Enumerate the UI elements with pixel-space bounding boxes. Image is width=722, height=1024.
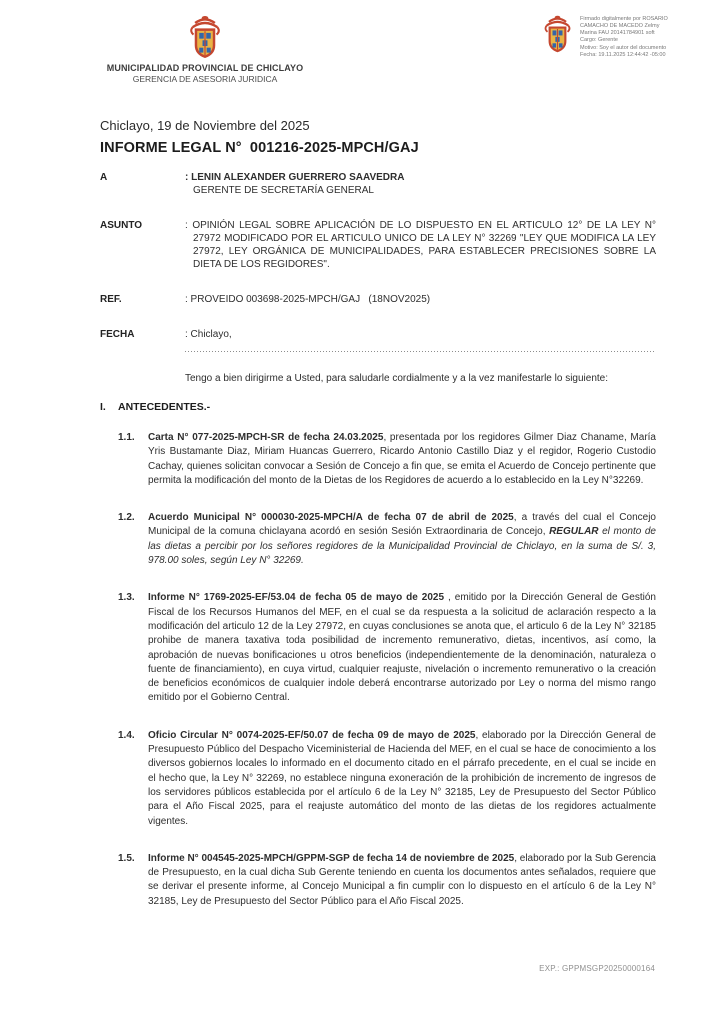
antecedente-item: [100, 511, 656, 568]
field-value-line: : Chiclayo,: [185, 329, 232, 340]
item-text-segment: , emitido por la Dirección General de Gestión Fiscal de los Recursos Humanos del MEF, en el cual se da respuesta a la solicitud de aclaración respecto a la modificación del articulo 12 de la Ley 27972, en cuyas conclusiones se anota que, el articulo 6 de la Ley N° 32185 prohibe de manera taxativa toda posibilidad de incremento remunerativo, dietas, incentivos, así como, la aprobación de nuevas bonificaciones u otros beneficios (independientemente de la denominación, naturaleza o fuente de financiamiento), en cuya virtud, cualquier reajuste, nivelación o incremento remunerativo o la creación de beneficios económicos de cualquier indole deberá encontrarse autorizado por Ley o norma del mismo rango emitido por el Gobierno Central.: [148, 592, 656, 704]
item-text-segment: , elaborado por la Dirección General de Presupuesto Público del Despacho Viceministerial de Hacienda del MEF, en el cual se hace de conocimiento a los diversos gobiernos locales lo informado en el documento citado en el párrafo precedente, en el cual se incide en el hecho que, la Ley N° 32269, no establece ninguna exoneración de la prohibición de incremento de ingresos de los servidores públicos establecida por el artículo 6 de la Ley N° 32185, Ley de Presupuesto del Sector Público para el Año Fiscal 2025, para el reajuste automático del monto de las dietas de los regidores actualmente vigentes.: [148, 729, 656, 827]
item-number: 1.2.: [118, 512, 135, 524]
item-number: 1.4.: [118, 729, 135, 741]
signature-line: Firmado digitalmente por ROSARIO: [580, 16, 668, 22]
field-label: A: [100, 172, 108, 183]
antecedente-item: [100, 852, 656, 909]
section-number: I.: [100, 401, 106, 413]
field-rows: [100, 171, 656, 341]
field-value-line: : PROVEIDO 003698-2025-MPCH/GAJ (18NOV2025): [185, 294, 431, 305]
item-number: 1.5.: [118, 852, 135, 864]
antecedente-item: [100, 729, 656, 829]
field-value: [185, 328, 656, 341]
item-text-segment: Informe N° 004545-2025-MPCH/GPPM-SGP de fecha 14 de noviembre de 2025: [148, 852, 515, 864]
letterhead: [98, 14, 312, 84]
signature-line: Fecha: 19.11.2025 12:44:42 -05:00: [580, 51, 666, 58]
field-row: [100, 328, 656, 341]
item-text-segment: Carta N° 077-2025-MPCH-SR de fecha 24.03.2025: [148, 432, 384, 443]
document-title: INFORME LEGAL N° 001216-2025-MPCH/GAJ: [100, 140, 419, 156]
greeting-paragraph: Tengo a bien dirigirme a Usted, para saludarle cordialmente y a la vez manifestarle lo siguiente:: [185, 373, 609, 384]
section-heading-antecedentes: [100, 401, 656, 413]
field-value-line: GERENTE DE SECRETARÍA GENERAL: [193, 185, 374, 196]
signature-text: [580, 14, 668, 59]
document-body: [100, 118, 656, 932]
item-text-segment: , elaborado por la Sub Gerencia de Presupuesto, en la cual dicha Sub Gerente teniendo en cuenta los documentos antes señalados, requiere que se derivar el presente informe, al Concejo Municipal a fin cumplir con lo dispuesto en el artículo 6 de la Ley N° 32185, Ley de Presupuesto del Sector Público para el Año Fiscal 2025.: [148, 852, 656, 907]
field-value-line: : OPINIÓN LEGAL SOBRE APLICACIÓN DE LO DISPUESTO EN EL ARTICULO 12° DE LA LEY N° 27972 MODIFICADO POR EL ARTICULO UNICO DE LA LEY N° 32269 "LEY QUE MODIFICA LA LEY 27972, LEY ORGÁNICA DE MUNICIPALIDADES, PARA ESTABLECER PRECISIONES SOBRE LA DIETA DE LOS REGIDORES".: [185, 220, 656, 270]
field-value: [185, 219, 656, 271]
field-value-line: : LENIN ALEXANDER GUERRERO SAAVEDRA: [185, 172, 405, 183]
signature-crest-icon: [541, 14, 574, 54]
field-label: ASUNTO: [100, 220, 143, 231]
dotted-separator: [185, 350, 656, 352]
item-number: 1.1.: [118, 432, 135, 443]
expedient-number: EXP.: GPPMSGP20250000164: [539, 964, 655, 973]
signature-line: Marina FAU 20141784901 soft: [580, 30, 655, 37]
signature-line: Motivo: Soy el autor del documento: [580, 44, 667, 51]
item-text-segment: el monto de las dietas a percibir por los señores regidores de la Municipalidad Provincial de Chiclayo, en la suma de S/. 3, 978.00 soles, según Ley N° 32269.: [148, 526, 656, 567]
org-name: MUNICIPALIDAD PROVINCIAL DE CHICLAYO: [106, 63, 304, 73]
item-text-segment: Oficio Circular N° 0074-2025-EF/50.07 de fecha 09 de mayo de 2025: [148, 729, 476, 741]
section-title: ANTECEDENTES.-: [118, 401, 211, 413]
item-text-segment: , presentada por los regidores Gilmer Diaz Chaname, María Yris Bustamante Diaz, Miriam Huancas Guerrero, Ricardo Antonio Castillo Diaz y el regidor, Rogerio Custodio Cachay, quienes solicitan convocar a Sesión de Concejo a fin que, se emita el Acuerdo de Concejo pertinente que permita la modificación del monto de la Dietas de los Regidores de acuerdo a lo establecido en la Ley N°32269.: [148, 432, 656, 486]
antecedente-item: [100, 591, 656, 705]
digital-signature-stamp: [541, 14, 668, 59]
signature-line: Cargo: Gerente: [580, 37, 618, 44]
municipal-crest-icon: [185, 14, 225, 60]
org-department: GERENCIA DE ASESORIA JURIDICA: [132, 74, 278, 84]
item-text-segment: Acuerdo Municipal N° 000030-2025-MPCH/A de fecha 07 de abril de 2025: [148, 512, 514, 524]
field-label: REF.: [100, 294, 122, 305]
field-value: [185, 293, 656, 306]
field-row: [100, 171, 656, 197]
field-row: [100, 219, 656, 271]
field-value: [185, 171, 656, 197]
signature-line: CAMACHO DE MACEDO Zelmy: [580, 23, 660, 30]
item-text-segment: Informe N° 1769-2025-EF/53.04 de fecha 05 de mayo de 2025: [148, 592, 449, 604]
city-date: Chiclayo, 19 de Noviembre del 2025: [100, 118, 310, 133]
field-row: [100, 293, 656, 306]
item-text-segment: REGULAR: [549, 526, 599, 538]
antecedente-item: [100, 431, 656, 488]
antecedentes-list: [100, 431, 656, 909]
item-number: 1.3.: [118, 592, 135, 604]
field-label: FECHA: [100, 329, 135, 340]
item-text-segment: , a través del cual el Concejo Municipal de la comuna chiclayana acordó en sesión Sesión Extraordinaria de Concejo,: [148, 512, 656, 538]
